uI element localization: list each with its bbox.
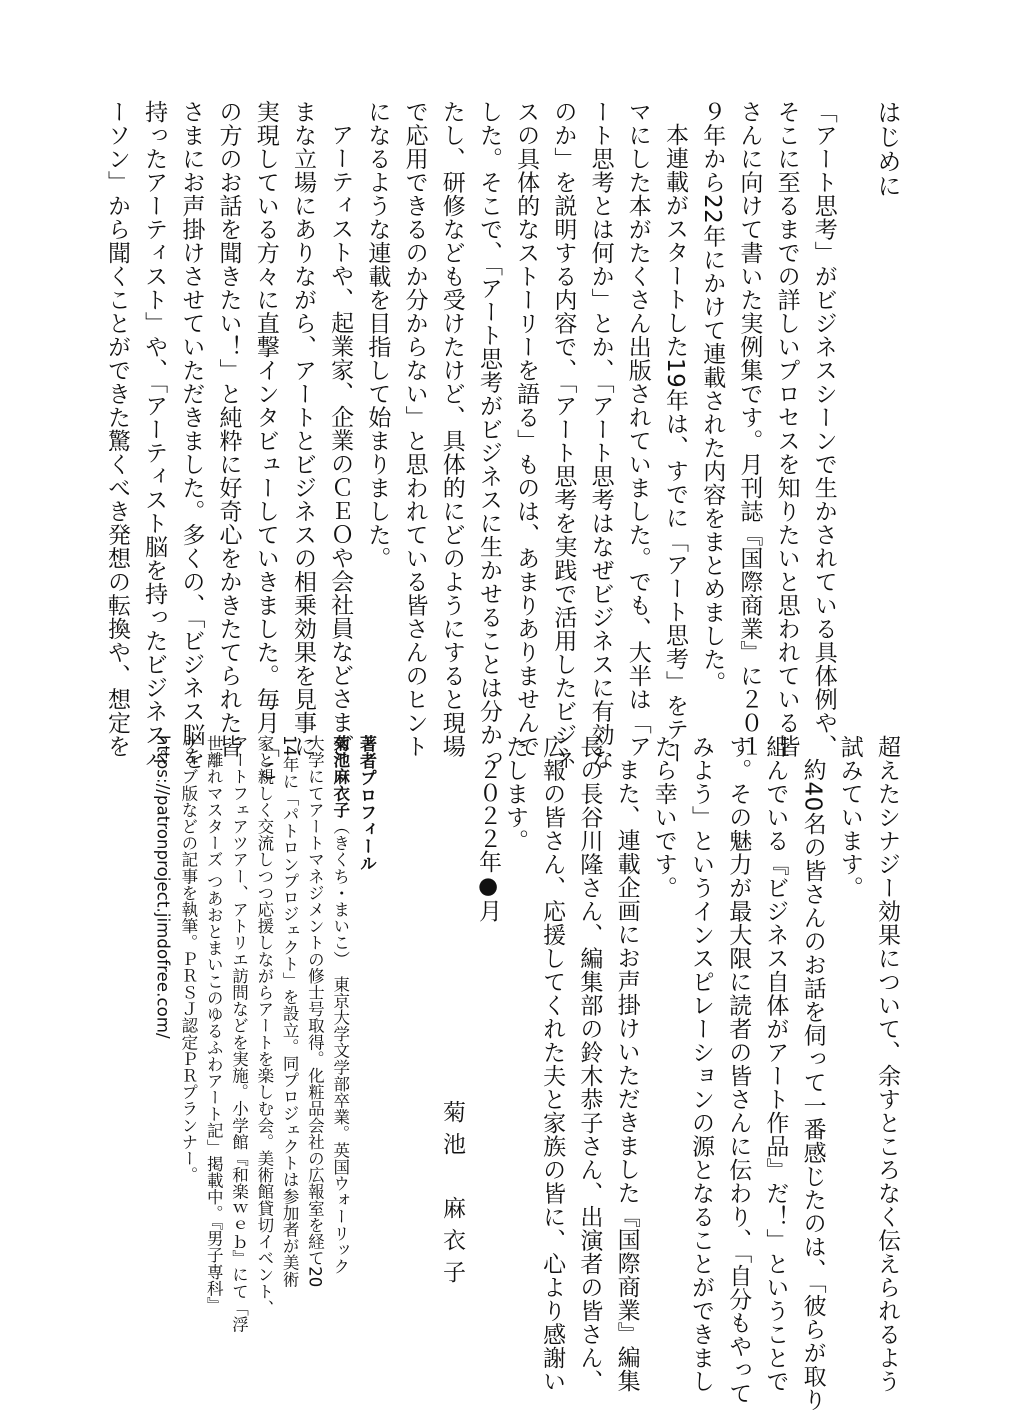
text-line: で応用できるのか分からない」と思われている皆さんのヒント — [401, 100, 428, 758]
profile-line: 世離れマスターズ つあおとまいこのゆるふわアート記」掲載中。『男子専科』 — [204, 735, 224, 1314]
text-line: さまにお声掛けさせていただきました。多くの、「ビジネス脳を — [178, 100, 205, 770]
text-line: した。そこで、「アート思考がビジネスに生かせることは分かっ — [475, 100, 502, 770]
text-line: スの具体的なストーリーを語る」ものは、あまりありませんで — [513, 100, 540, 758]
profile-line: アートフェアツアー、アトリエ訪問などを実施。小学館『和楽ｗｅｂ』にて「浮 — [229, 735, 249, 1333]
text-line: さんに向けて書いた実例集です。月刊誌『国際商業』に２０１ — [736, 100, 763, 758]
profile-name: 菊池麻衣子 — [330, 735, 350, 818]
preface-date: ２０２２年●月 — [475, 758, 501, 922]
text-line: アーティストや、起業家、企業のＣＥＯや会社員などさまざ — [327, 123, 354, 758]
text-line: 試みています。 — [836, 735, 863, 900]
text-line: また、連載企画にお声掛けいただきました『国際商業』編集 — [613, 758, 640, 1393]
profile-title: 著者プロフィール — [356, 735, 376, 872]
text-line: 組んでいる『ビジネス自体がアート作品』だ！」ということで — [762, 735, 789, 1393]
profile-line: 大学にてアートマネジメントの修士号取得。化粧品会社の広報室を経て20 — [305, 735, 325, 1288]
text-line: そこに至るまでの詳しいプロセスを知りたいと思われている皆 — [773, 100, 800, 758]
preface-body-bottom — [501, 735, 905, 1411]
text-line: たら幸いです。 — [650, 735, 677, 900]
text-line: みよう」というインスピレーションの源となることができまし — [687, 735, 714, 1393]
text-line: 「アート思考」がビジネスシーンで生かされている具体例や、 — [810, 100, 837, 758]
text-line: 超えたシナジー効果について、余すところなく伝えられるよう — [874, 735, 900, 1393]
text-line: まな立場にありながら、アートとビジネスの相乗効果を見事に — [289, 100, 316, 758]
text-line: たし、研修なども受けたけど、具体的にどのようにすると現場 — [438, 100, 465, 758]
author-signature: 菊池 麻衣子 — [439, 1100, 465, 1292]
text-line: ９年から22年にかけて連載された内容をまとめました。 — [699, 100, 726, 695]
text-line: 約40名の皆さんのお話を伺って一番感じたのは、「彼らが取り — [799, 758, 826, 1411]
text-line: の方のお話を聞きたい！」と純粋に好奇心をかきたてられた皆 — [215, 100, 242, 758]
profile-line: ウェブ版などの記事を執筆。ＰＲＳＪ認定ＰＲプランナー。 — [178, 735, 198, 1184]
text-line: 広報の皆さん、応援してくれた夫と家族の皆に、心より感謝い — [539, 735, 566, 1393]
text-line: 本連載がスタートした19年は、すでに「アート思考」をテー — [661, 123, 688, 765]
text-line: たします。 — [501, 735, 528, 853]
text-line: ート思考とは何か」とか、「アート思考はなぜビジネスに有効な — [587, 100, 614, 770]
text-line: マにした本がたくさん出版されていました。でも、大半は「ア — [624, 100, 651, 758]
profile-line: 14年に「パトロンプロジェクト」を設立。同プロジェクトは参加者が美術 — [280, 735, 300, 1288]
text-line: になるような連載を目指して始まりました。 — [364, 100, 391, 570]
text-line: す。その魅力が最大限に読者の皆さんに伝わり、「自分もやって — [725, 735, 752, 1405]
page-heading: はじめに — [873, 100, 901, 198]
text-line: 持ったアーティスト」や、「アーティスト脳を持ったビジネスパ — [141, 100, 168, 770]
text-line: ーソン」から聞くことができた驚くべき発想の転換や、想定を — [103, 100, 130, 758]
text-line: 長の長谷川隆さん、編集部の鈴木恭子さん、出演者の皆さん、 — [576, 735, 603, 1393]
profile-first-line — [327, 735, 352, 1280]
text-line: のか」を説明する内容で、「アート思考を実践で活用したビジネ — [550, 100, 577, 770]
author-profile — [138, 735, 378, 1333]
profile-first-line-rest: （きくち・まいこ） 東京大学文学部卒業。英国ウォーリック — [330, 818, 350, 1275]
profile-url[interactable]: https://patronproject.jimdofree.com/ — [153, 735, 173, 1039]
profile-line: 家と親しく交流しつつ応援しながらアートを楽しむ会。美術館貸切イベント、 — [254, 735, 274, 1316]
text-line: 実現している方々に直撃インタビューしていきました。毎月「こ — [252, 100, 279, 782]
